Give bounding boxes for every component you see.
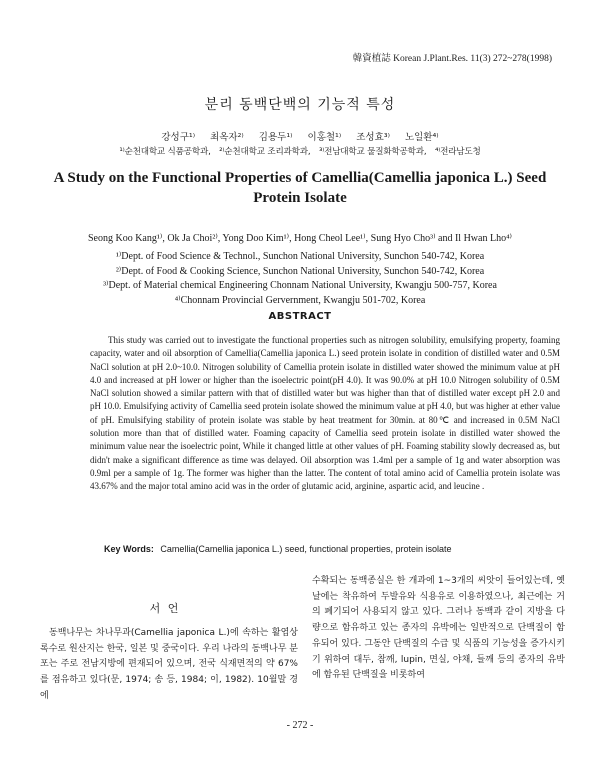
page-number: - 272 -: [286, 720, 314, 731]
english-affiliation: ⁴⁾Chonnam Provincial Gervernment, Kwangju 501-702, Korea: [174, 294, 426, 306]
introduction-right-column: 수확되는 동백종실은 한 개과에 1~3개의 씨앗이 들어있는데, 옛날에는 착유하여 두발유와 식용유로 이용하였으나, 최근에는 거의 폐기되어 사용되지 않고 있다. 그러나 동백과 같이 지방을 다량으로 함유하고 있는 종자의 유박에는 일반적으로 단백질이 함유되어 있다. 그동안 단백질의 수급 및 식품의 기능성을 증가시키기 위하여 대두, 참깨, lupin, 면실, 야채, 들깨 등의 종자의 유박에 함유된 단백질을 비롯하여: [312, 576, 565, 681]
introduction-left-column: 동백나무는 차나무과(Camellia japonica L.)에 속하는 활엽상록수로 원산지는 한국, 일본 및 중국이다. 우리 나라의 동백나무 분포는 주로 전남지방에 편재되어 있으며, 전국 식재면적의 약 67%를 점유하고 있다(문, 1974; 송 등, 1984; 이, 1982). 10월말 경에: [40, 628, 298, 701]
korean-affiliation: ³⁾전남대학교 물질화학공학과,: [318, 147, 427, 157]
english-affiliation: ¹⁾Dept. of Food Science & Technol., Sunchon National University, Sunchon 540-742, Korea: [115, 251, 485, 262]
korean-affiliation: ²⁾순천대학교 조리과학과,: [219, 147, 311, 157]
abstract-body: This study was carried out to investigate the functional properties such as nitrogen solubility, emulsifying property, foaming capacity, water and oil absorption of Camellia(Camellia japonica L.) seed protein isolate in condition of distilled water and 0.5M NaCl solution at pH 2.0~10.0. Nitrogen solubility of Camellia protein isolate in distilled water showed the minimum value at pH 4.0 and increased at pH lower or higher than the isoelectric point(pH 4.0). It was 90.0% at pH 10.0 Nitrogen solubility of 0.5M NaCl solution showed a similar pattern with that of distilled water but was higher than that of distilled water except pH 2.0 and pH 10.0. Emulsifying activity of Camellia seed protein isolate showed the minimum value at pH 4.0, but was higher at ether value of pH. Emulsifying stability of protein isolate was stable by heat treatment for 30min. at 80℃ and increased in 0.5M NaCl solution more than that of distilled water. Foaming capacity of Camellia seed protein isolate in distilled water showed the minimum value near the isoelectric point, While it changed little at other values of pH. Foaming stability slowly decreased as, but didn't make a significant difference as time was delayed. Oil absorption was 1.4ml per a sample of 1g and water absorption was 0.9ml per a sample of 1g. The former was higher than the latter. The content of total amino acid of Camellia protein isolate was 43.67% and the major total amino acid was in the order of glutamic acid, arginine, aspartic acid, and leucine .: [90, 335, 560, 492]
english-affiliations: [0, 250, 600, 308]
english-affiliation: ²⁾Dept. of Food & Cooking Science, Sunchon National University, Sunchon 540-742, Korea: [115, 265, 485, 277]
english-title: A Study on the Functional Properties of Camellia(Camellia japonica L.) Seed Protein Isolate: [53, 170, 547, 206]
korean-affiliation: ¹⁾순천대학교 식품공학과,: [119, 147, 211, 157]
korean-author: 조성효³⁾: [356, 132, 390, 143]
korean-author: 김용두¹⁾: [258, 132, 293, 143]
abstract-heading: ABSTRACT: [268, 311, 332, 322]
english-authors: Seong Koo Kang¹⁾, Ok Ja Choi²⁾, Yong Doo Kim¹⁾, Hong Cheol Lee¹⁾, Sung Hyo Cho³⁾ and Il Hwan Lho⁴⁾: [87, 233, 513, 244]
korean-author: 노일환⁴⁾: [404, 132, 439, 143]
korean-author: 강성구¹⁾: [161, 132, 196, 143]
introduction-heading: 서 언: [149, 602, 181, 615]
korean-affiliation: ⁴⁾전라남도청: [434, 147, 481, 157]
korean-title: 분리 동백단백의 기능적 특성: [204, 97, 396, 113]
keywords-text: Camellia(Camellia japonica L.) seed, functional properties, protein isolate: [160, 544, 452, 554]
korean-affiliations: [0, 145, 600, 157]
journal-citation: 韓資植誌 Korean J.Plant.Res. 11(3) 272~278(1998): [352, 54, 552, 64]
korean-author: 이홍철¹⁾: [307, 132, 342, 143]
korean-authors: [0, 129, 600, 143]
english-affiliation: ³⁾Dept. of Material chemical Engineering Chonnam National University, Kwangju 500-757, Korea: [103, 280, 497, 291]
keywords: [104, 544, 564, 554]
korean-author: 최옥자²⁾: [210, 132, 244, 143]
keywords-label: Key Words:: [104, 544, 154, 554]
